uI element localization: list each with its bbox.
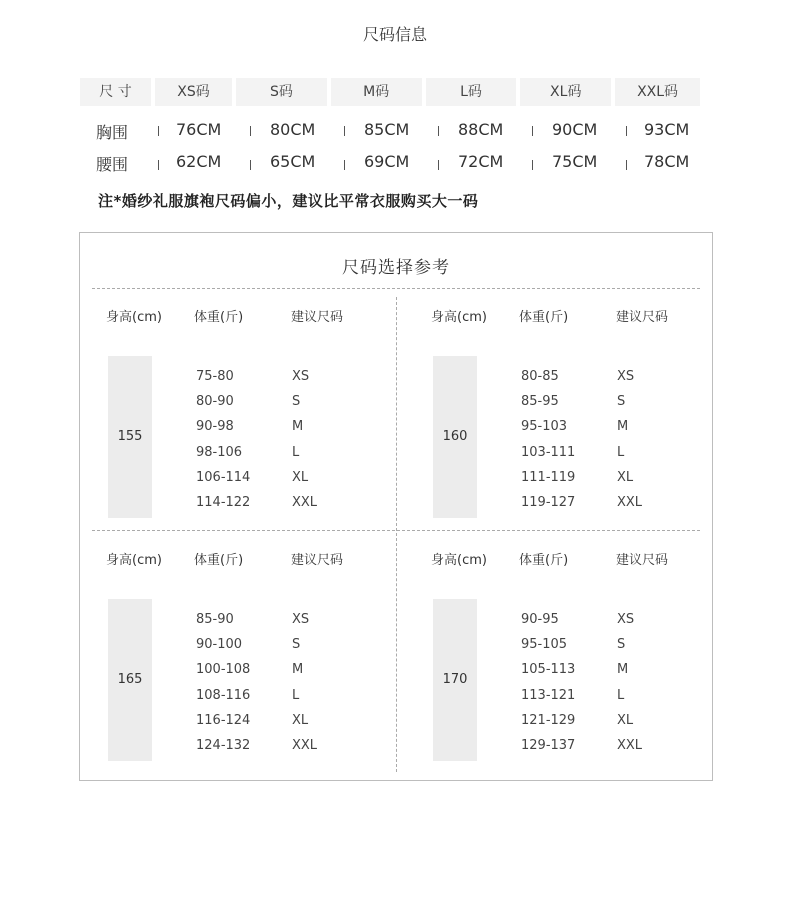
divider	[250, 126, 251, 136]
weight-header: 体重(斤)	[519, 553, 569, 568]
waist-value: 75CM	[552, 152, 598, 171]
quadrant-160	[433, 306, 733, 536]
weight-item: 129-137	[521, 737, 576, 753]
weight-item: 116-124	[196, 712, 251, 728]
weight-header: 体重(斤)	[194, 553, 244, 568]
chest-value: 80CM	[270, 120, 316, 139]
size-list	[292, 364, 317, 515]
size-header: 建议尺码	[616, 553, 669, 568]
size-item: XL	[292, 469, 309, 485]
waist-value: 72CM	[458, 152, 504, 171]
weight-item: 111-119	[521, 469, 576, 485]
size-item: L	[292, 687, 300, 703]
divider	[158, 126, 159, 136]
size-list	[617, 364, 642, 515]
weight-item: 119-127	[521, 494, 576, 510]
weight-item: 80-85	[521, 369, 559, 384]
weight-item: 85-95	[521, 394, 559, 410]
header-cell-s: S码	[236, 78, 327, 106]
chest-value: 93CM	[644, 120, 690, 139]
weight-item: 98-106	[196, 444, 243, 460]
weight-list	[521, 607, 575, 758]
waist-label: 腰围	[96, 155, 129, 174]
chest-value: 76CM	[176, 120, 222, 139]
height-value: 160	[433, 356, 477, 518]
weight-list	[196, 607, 250, 758]
reference-title: 尺码选择参考	[342, 258, 450, 278]
weight-item: 121-129	[521, 712, 576, 728]
size-item: M	[292, 419, 304, 435]
chest-label: 胸围	[96, 123, 129, 142]
size-item: XL	[617, 712, 634, 728]
header-cell-xl: XL码	[520, 78, 611, 106]
size-item: S	[292, 394, 301, 410]
weight-item: 113-121	[521, 687, 576, 703]
size-item: XS	[292, 612, 310, 627]
size-item: XS	[617, 612, 635, 627]
divider	[438, 160, 439, 170]
size-item: XXL	[292, 737, 318, 753]
quadrant-170	[433, 549, 733, 779]
height-header: 身高(cm)	[431, 553, 487, 568]
height-header: 身高(cm)	[431, 310, 487, 325]
size-item: S	[617, 394, 626, 410]
size-header: 建议尺码	[291, 310, 344, 325]
weight-item: 105-113	[521, 662, 576, 678]
waist-value: 69CM	[364, 152, 410, 171]
weight-item: 108-116	[196, 687, 251, 703]
size-item: M	[617, 662, 629, 678]
header-cell-xxl: XXL码	[615, 78, 700, 106]
weight-item: 114-122	[196, 494, 251, 510]
weight-header: 体重(斤)	[194, 310, 244, 325]
weight-header: 体重(斤)	[519, 310, 569, 325]
size-item: L	[292, 444, 300, 460]
height-value: 155	[108, 356, 152, 518]
size-note: 注*婚纱礼服旗袍尺码偏小，建议比平常衣服购买大一码	[98, 192, 479, 210]
size-item: M	[617, 419, 629, 435]
size-item: S	[292, 637, 301, 653]
waist-value: 78CM	[644, 152, 690, 171]
chest-value: 85CM	[364, 120, 410, 139]
weight-list	[196, 364, 250, 515]
weight-item: 95-105	[521, 637, 568, 653]
size-reference-box	[79, 232, 713, 781]
waist-value: 65CM	[270, 152, 316, 171]
weight-item: 75-80	[196, 369, 234, 384]
height-value: 170	[433, 599, 477, 761]
chest-value: 90CM	[552, 120, 598, 139]
size-header: 建议尺码	[291, 553, 344, 568]
weight-item: 106-114	[196, 469, 251, 485]
size-item: XXL	[617, 737, 643, 753]
divider	[158, 160, 159, 170]
weight-item: 95-103	[521, 419, 568, 435]
divider	[532, 126, 533, 136]
height-value: 165	[108, 599, 152, 761]
quadrant-165	[108, 549, 408, 779]
top-divider	[92, 288, 700, 289]
size-item: S	[617, 637, 626, 653]
size-item: XL	[617, 469, 634, 485]
weight-list	[521, 364, 575, 515]
weight-item: 80-90	[196, 394, 234, 410]
size-item: L	[617, 444, 625, 460]
waist-value: 62CM	[176, 152, 222, 171]
weight-item: 85-90	[196, 612, 234, 627]
header-cell-xs: XS码	[155, 78, 232, 106]
size-list	[617, 607, 642, 758]
divider	[626, 126, 627, 136]
divider	[438, 126, 439, 136]
weight-item: 100-108	[196, 662, 251, 678]
weight-item: 103-111	[521, 444, 576, 460]
size-item: XS	[292, 369, 310, 384]
size-item: XXL	[292, 494, 318, 510]
quadrant-155	[108, 306, 408, 536]
height-header: 身高(cm)	[106, 553, 162, 568]
size-item: L	[617, 687, 625, 703]
size-item: XXL	[617, 494, 643, 510]
divider	[532, 160, 533, 170]
weight-item: 90-98	[196, 419, 234, 435]
divider	[250, 160, 251, 170]
size-item: XS	[617, 369, 635, 384]
height-header: 身高(cm)	[106, 310, 162, 325]
chest-value: 88CM	[458, 120, 504, 139]
weight-item: 124-132	[196, 737, 251, 753]
header-cell-size: 尺 寸	[80, 78, 151, 106]
size-item: M	[292, 662, 304, 678]
size-header-row	[80, 78, 700, 106]
divider	[344, 126, 345, 136]
weight-item: 90-95	[521, 612, 559, 627]
size-info-title: 尺码信息	[362, 25, 427, 44]
header-cell-l: L码	[426, 78, 517, 106]
weight-item: 90-100	[196, 637, 243, 653]
divider	[344, 160, 345, 170]
size-item: XL	[292, 712, 309, 728]
header-cell-m: M码	[331, 78, 422, 106]
divider	[626, 160, 627, 170]
size-header: 建议尺码	[616, 310, 669, 325]
size-list	[292, 607, 317, 758]
